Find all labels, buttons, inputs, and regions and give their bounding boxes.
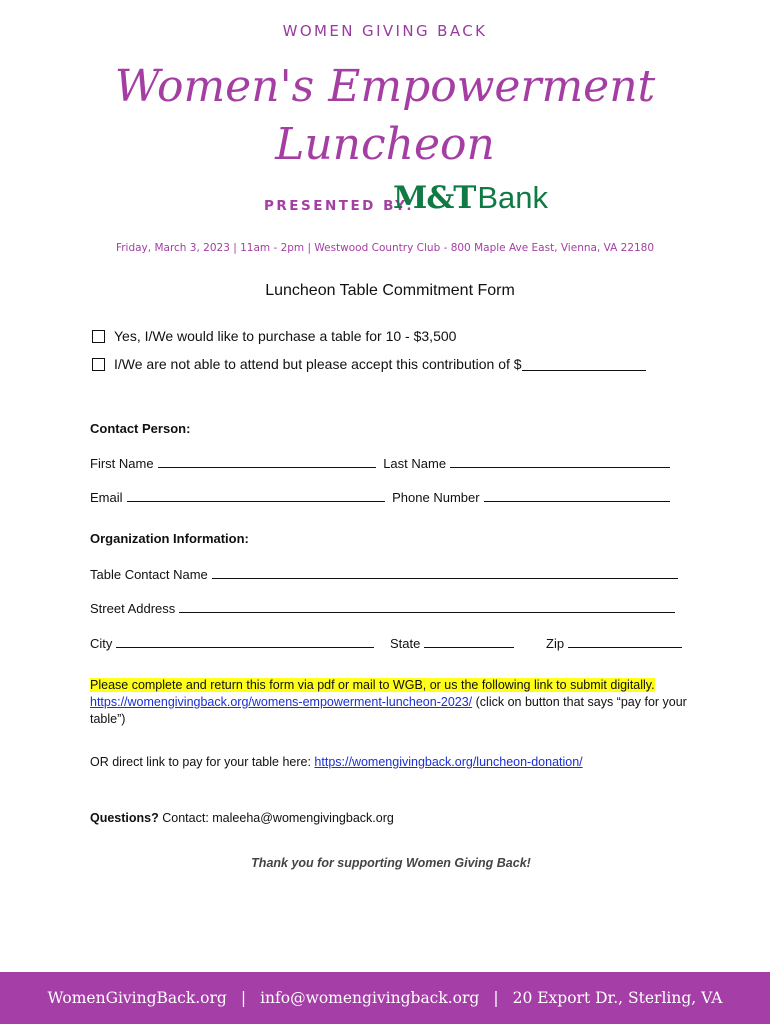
- contribution-option[interactable]: [92, 356, 650, 372]
- contribution-amount-field[interactable]: [522, 358, 646, 371]
- zip-field[interactable]: [568, 635, 682, 648]
- footer-address: 20 Export Dr., Sterling, VA: [512, 989, 723, 1007]
- footer-separator: |: [240, 989, 247, 1007]
- purchase-table-label: Yes, I/We would like to purchase a table for 10 - $3,500: [114, 328, 457, 344]
- event-title-line2: Luncheon: [275, 119, 495, 170]
- contact-person-heading: Contact Person:: [90, 421, 191, 436]
- street-address-label: Street Address: [90, 601, 176, 616]
- direct-pay-link[interactable]: https://womengivingback.org/luncheon-donation/: [314, 755, 583, 769]
- city-label: City: [90, 636, 113, 651]
- thank-you-message: Thank you for supporting Women Giving Back!: [251, 856, 531, 870]
- footer-bar: [0, 972, 770, 1024]
- table-contact-field[interactable]: [212, 566, 678, 579]
- footer-website[interactable]: WomenGivingBack.org: [47, 989, 227, 1007]
- highlighted-instruction: Please complete and return this form via pdf or mail to WGB, or us the following link to submit digitally.: [90, 678, 655, 692]
- organization-heading: Organization Information:: [90, 531, 249, 546]
- sponsor-logo-word: Bank: [477, 180, 549, 215]
- last-name-field[interactable]: [450, 455, 670, 468]
- questions-contact: Contact: maleeha@womengivingback.org: [162, 811, 394, 825]
- event-details: Friday, March 3, 2023 | 11am - 2pm | Westwood Country Club - 800 Maple Ave East, Vienna, VA 22180: [115, 242, 655, 254]
- direct-pay-line: [90, 754, 700, 771]
- footer-email[interactable]: info@womengivingback.org: [260, 989, 480, 1007]
- form-title: Luncheon Table Commitment Form: [265, 282, 515, 299]
- email-label: Email: [90, 490, 123, 505]
- sponsor-logo-mark: M&T: [393, 180, 476, 216]
- purchase-table-option[interactable]: [92, 328, 456, 344]
- direct-pay-text: OR direct link to pay for your table here:: [90, 755, 311, 769]
- table-contact-row: [90, 566, 682, 582]
- questions-line: [90, 810, 700, 827]
- first-name-field[interactable]: [158, 455, 376, 468]
- contribution-checkbox[interactable]: [92, 358, 105, 371]
- event-title-line1: Women's Empowerment: [114, 61, 656, 112]
- table-contact-label: Table Contact Name: [90, 567, 208, 582]
- state-field[interactable]: [424, 635, 514, 648]
- questions-label: Questions?: [90, 811, 159, 825]
- purchase-table-checkbox[interactable]: [92, 330, 105, 343]
- street-address-field[interactable]: [179, 600, 675, 613]
- contribution-label: I/We are not able to attend but please accept this contribution of $: [114, 356, 522, 372]
- last-name-label: Last Name: [383, 456, 447, 471]
- city-field[interactable]: [116, 635, 374, 648]
- first-name-label: First Name: [90, 456, 154, 471]
- phone-label: Phone Number: [392, 490, 480, 505]
- name-row: [90, 455, 674, 471]
- presented-by-label: PRESENTED BY:: [264, 198, 415, 214]
- city-state-zip-row: [90, 635, 686, 651]
- zip-label: Zip: [546, 636, 565, 651]
- street-address-row: [90, 600, 679, 616]
- submit-link-note: (click on button that says “pay for your table”): [90, 695, 687, 726]
- event-title: [0, 58, 770, 174]
- email-phone-row: [90, 489, 674, 505]
- phone-field[interactable]: [484, 489, 670, 502]
- email-field[interactable]: [127, 489, 385, 502]
- footer-separator: |: [493, 989, 499, 1007]
- submission-instructions: [90, 677, 700, 728]
- org-name: WOMEN GIVING BACK: [282, 22, 488, 40]
- submit-online-link[interactable]: https://womengivingback.org/womens-empowerment-luncheon-2023/: [90, 695, 473, 709]
- sponsor-logo: [393, 180, 548, 220]
- state-label: State: [390, 636, 421, 651]
